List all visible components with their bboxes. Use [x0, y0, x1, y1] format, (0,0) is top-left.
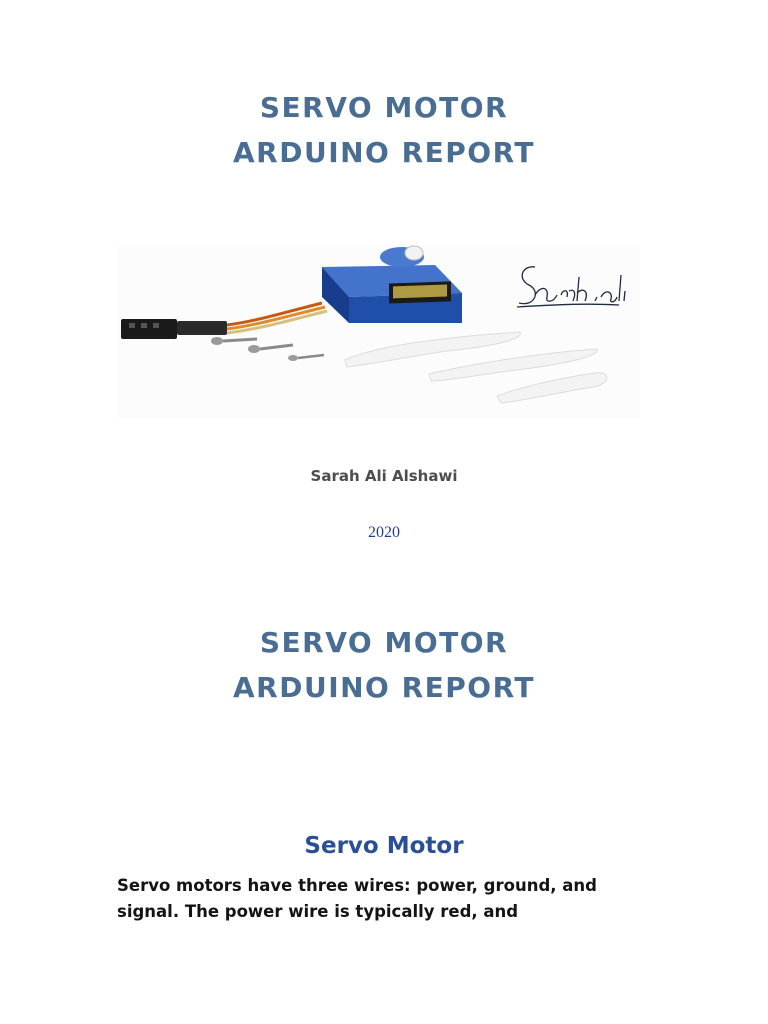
author-name: Sarah Ali Alshawi — [310, 467, 458, 485]
body-paragraph: Servo motors have three wires: power, ground, and signal. The power wire is typically red, and — [117, 876, 597, 921]
report-year: 2020 — [368, 524, 400, 541]
page-title-line-1: SERVO MOTOR — [259, 626, 509, 659]
screws — [211, 337, 324, 361]
cover-title — [0, 85, 768, 175]
cover-title-line-2: ARDUINO REPORT — [232, 136, 536, 169]
servo-horns — [345, 332, 607, 403]
servo-connector — [121, 319, 227, 339]
cover-title-line-1: SERVO MOTOR — [259, 91, 509, 124]
servo-photo — [117, 245, 640, 418]
servo-body — [322, 246, 462, 323]
servo-wires — [227, 303, 327, 333]
page-title-line-2: ARDUINO REPORT — [232, 671, 536, 704]
signature-drawing — [517, 267, 625, 307]
page-title — [0, 620, 768, 710]
section-heading: Servo Motor — [304, 833, 464, 859]
